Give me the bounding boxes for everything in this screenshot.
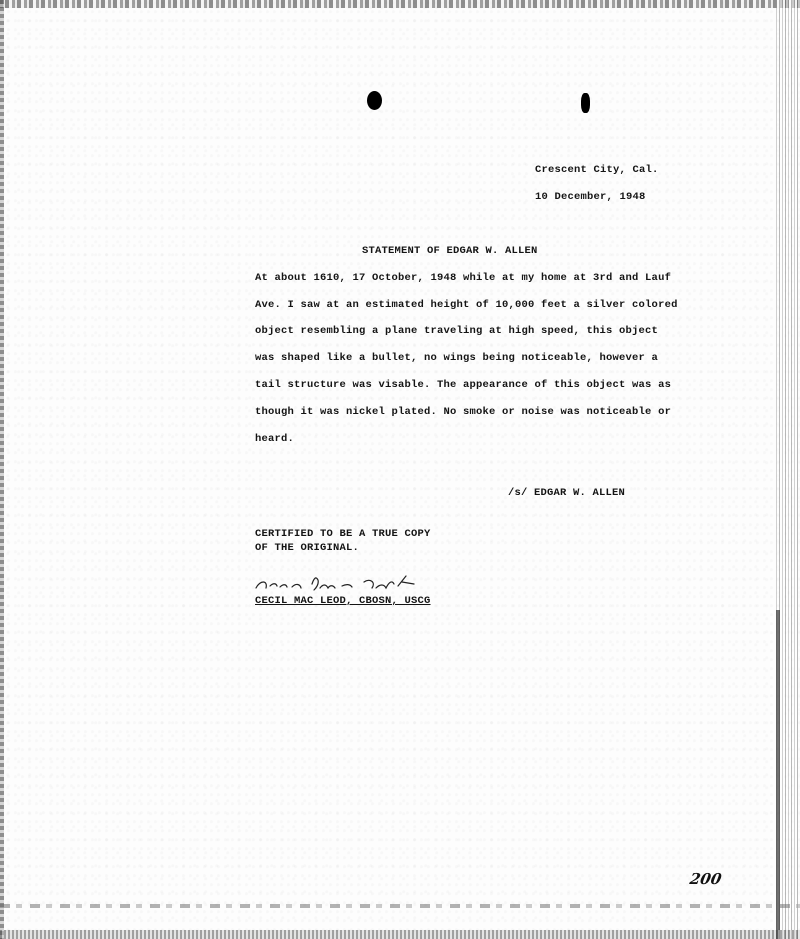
statement-line: At about 1610, 17 October, 1948 while at my home at 3rd and Lauf: [255, 272, 672, 284]
certification-line-1: CERTIFIED TO BE A TRUE COPY: [255, 528, 431, 540]
certifier-name: CECIL MAC LEOD, CBOSN, USCG: [255, 595, 431, 607]
statement-line: tail structure was visable. The appearance of this object was as: [255, 379, 672, 391]
handwritten-signature: [252, 572, 432, 596]
statement-line: though it was nickel plated. No smoke or noise was noticeable or: [255, 406, 672, 418]
statement-line: object resembling a plane traveling at high speed, this object: [255, 325, 659, 337]
certification-line-2: OF THE ORIGINAL.: [255, 542, 360, 554]
punch-hole-left: [367, 91, 382, 110]
header-place: Crescent City, Cal.: [535, 164, 659, 176]
scan-edge-right-line: [776, 610, 780, 939]
statement-line: Ave. I saw at an estimated height of 10,000 feet a silver colored: [255, 299, 678, 311]
statement-line: heard.: [255, 433, 295, 445]
punch-hole-right: [581, 93, 590, 113]
statement-line: was shaped like a bullet, no wings being noticeable, however a: [255, 352, 659, 364]
header-date: 10 December, 1948: [535, 191, 646, 203]
statement-heading: STATEMENT OF EDGAR W. ALLEN: [362, 245, 538, 257]
scan-edge-top: [0, 0, 800, 8]
scan-edge-bottom: [0, 904, 800, 908]
scan-edge-left: [0, 0, 4, 939]
page-number: 200: [688, 870, 723, 888]
scan-edge-bottom-strip: [0, 930, 800, 939]
statement-signature-line: /s/ EDGAR W. ALLEN: [508, 487, 626, 499]
